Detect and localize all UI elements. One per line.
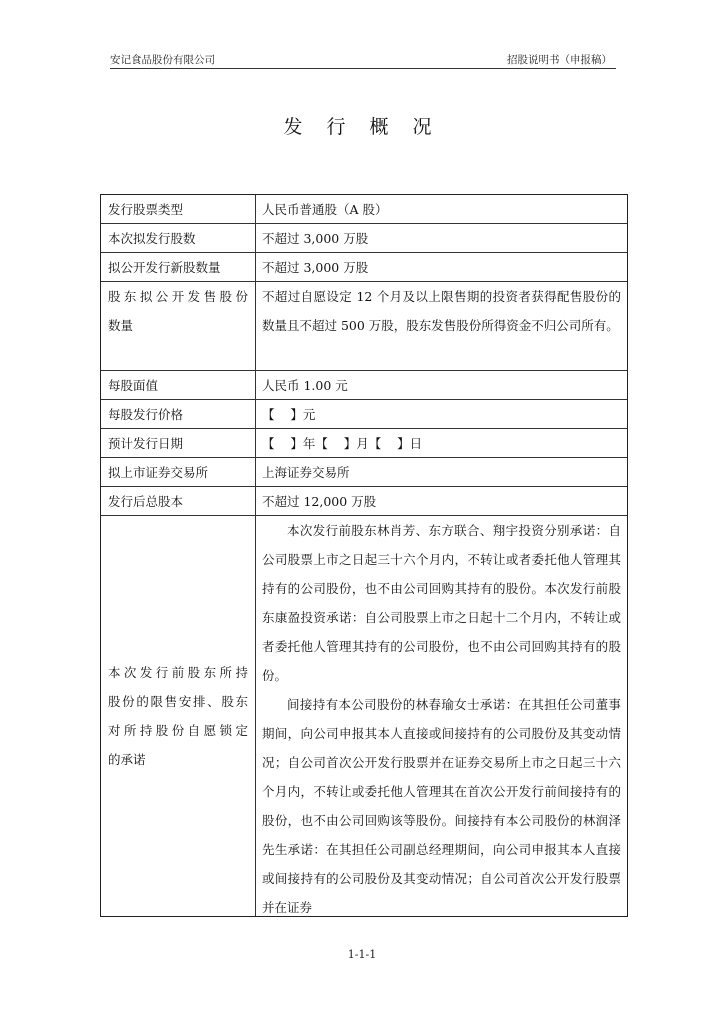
- row-label: 本次拟发行股数: [101, 224, 256, 252]
- header-document-name: 招股说明书（申报稿）: [507, 54, 612, 66]
- table-row: [101, 370, 627, 399]
- row-value: 人民币普通股（A 股）: [262, 202, 388, 217]
- row-label: [101, 516, 256, 916]
- row-label: 每股面值: [101, 371, 256, 399]
- table-row: [101, 252, 627, 281]
- table-row: [101, 399, 627, 428]
- table-row: [101, 223, 627, 252]
- table-row: [101, 515, 627, 916]
- row-label: 拟公开发行新股数量: [101, 253, 256, 281]
- row-label: [101, 282, 256, 370]
- page-header: [110, 52, 616, 69]
- row-label: 每股发行价格: [101, 400, 256, 428]
- row-label-line: 数量: [108, 318, 134, 333]
- row-value: 不超过 3,000 万股: [262, 231, 369, 246]
- row-value: 上海证券交易所: [262, 465, 350, 480]
- page-number: 1-1-1: [347, 948, 377, 961]
- page-title: 发 行 概 况: [283, 116, 441, 138]
- row-label-line: 对所持股份自愿锁定: [108, 723, 248, 738]
- row-label-line: 股份的限售安排、股东: [108, 694, 248, 709]
- row-value: 【 】元: [262, 407, 316, 422]
- table-row: [101, 428, 627, 457]
- header-company-name: 安记食品股份有限公司: [110, 54, 215, 66]
- commitment-paragraph: 间接持有本公司股份的林春瑜女士承诺：在其担任公司董事期间，向公司申报其本人直接或间接持有的公司股份及其变动情况；自公司首次公开发行股票并在证券交易所上市之日起三十六个月内，不转让或委托他人管理其在首次公开发行前间接持有的股份，也不由公司回购该等股份。间接持有本公司股份的林润泽先生承诺：在其担任公司副总经理期间，向公司申报其本人直接或间接持有的公司股份及其变动情况；自公司首次公开发行股票并在证券: [262, 697, 621, 915]
- row-value: 人民币 1.00 元: [262, 378, 348, 393]
- table-row: [101, 486, 627, 515]
- table-row: [101, 457, 627, 486]
- row-label: 发行后总股本: [101, 487, 256, 515]
- offering-overview-table: [100, 194, 628, 917]
- row-label: 预计发行日期: [101, 429, 256, 457]
- table-row: [101, 195, 627, 223]
- commitment-paragraph: 本次发行前股东林肖芳、东方联合、翔宇投资分别承诺：自公司股票上市之日起三十六个月内，不转让或者委托他人管理其持有的公司股份，也不由公司回购其持有的股份。本次发行前股东康盈投资承诺：自公司股票上市之日起十二个月内，不转让或者委托他人管理其持有的公司股份，也不由公司回购其持有的股份。: [262, 523, 621, 683]
- row-label-line: 本次发行前股东所持: [108, 665, 248, 680]
- row-value: [256, 516, 627, 916]
- row-value: 【 】年【 】月【 】日: [262, 436, 423, 451]
- row-label: 发行股票类型: [101, 195, 256, 223]
- row-value: 不超过 12,000 万股: [262, 494, 377, 509]
- row-label-line: 股东拟公开发售股份: [108, 289, 248, 304]
- row-value: 不超过自愿设定 12 个月及以上限售期的投资者获得配售股份的数量且不超过 500 万股，股东发售股份所得资金不归公司所有。: [262, 289, 621, 333]
- row-label: 拟上市证券交易所: [101, 458, 256, 486]
- table-row: [101, 281, 627, 370]
- row-value: 不超过 3,000 万股: [262, 260, 369, 275]
- row-label-line: 的承诺: [108, 752, 146, 767]
